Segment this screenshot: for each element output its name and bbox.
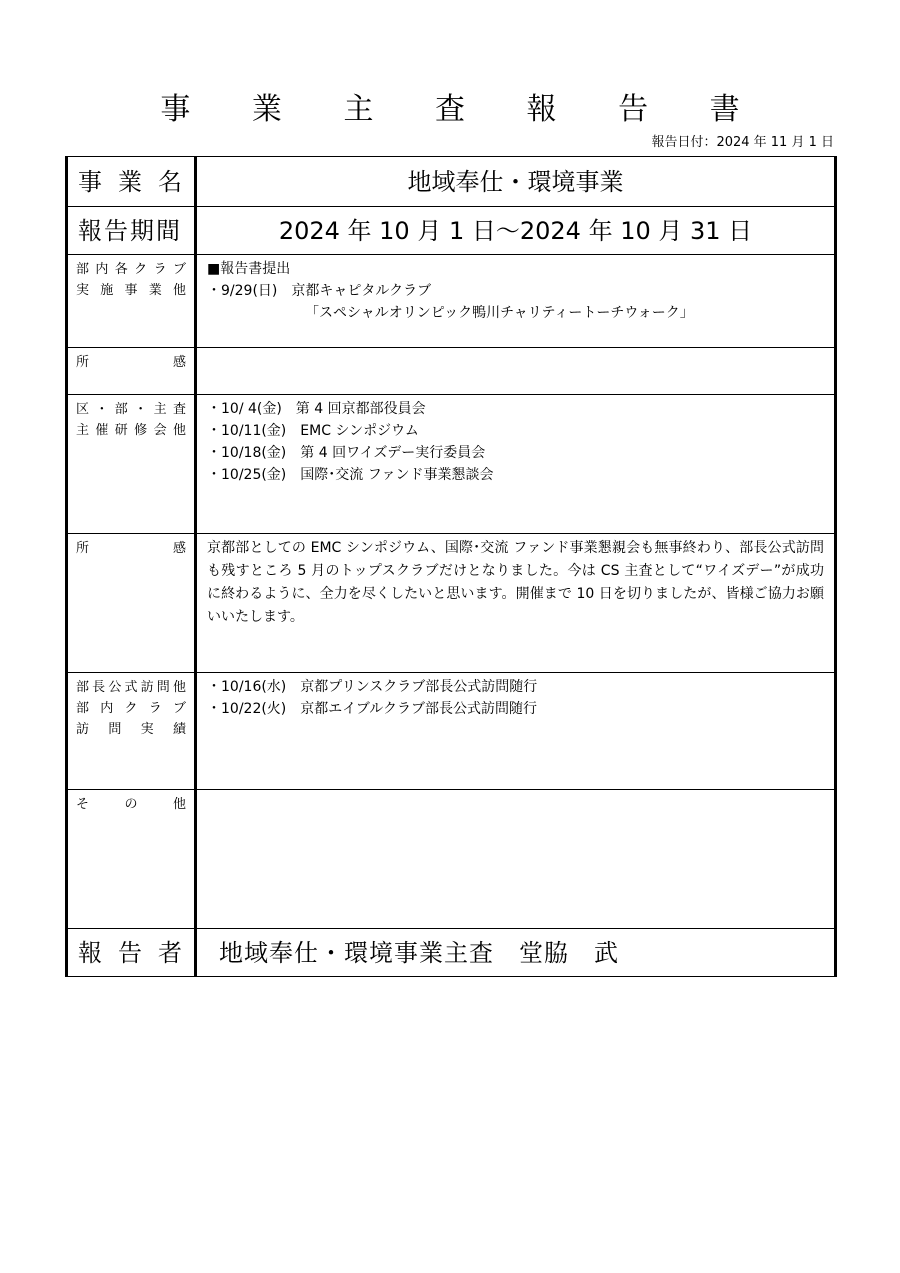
label-char: の	[124, 797, 138, 812]
label-char: 会	[153, 423, 167, 438]
label-char: 実	[76, 283, 90, 298]
impression-1-text	[196, 348, 836, 395]
label-char: 実	[140, 722, 154, 737]
label-char: 感	[172, 355, 186, 370]
label-char: そ	[76, 797, 90, 812]
label-char: 部	[76, 262, 90, 277]
period-row	[67, 207, 836, 255]
label-char: 主	[76, 423, 90, 438]
label-char: 他	[172, 797, 186, 812]
report-table	[65, 156, 837, 977]
label-char: 名	[158, 167, 184, 196]
other-label	[67, 790, 196, 929]
other-text	[196, 790, 836, 929]
label-char: 告	[118, 938, 144, 967]
label-char: ラ	[148, 701, 162, 716]
label-char: 施	[100, 283, 114, 298]
label-char: 部	[114, 402, 128, 417]
label-char: 問	[156, 680, 170, 695]
label-char: 業	[148, 283, 162, 298]
report-date: 報告日付：2024 年 11 月 1 日	[651, 135, 834, 150]
label-char: 所	[76, 541, 90, 556]
reporter-value: 地域奉仕・環境事業主査 堂脇 武	[196, 929, 836, 977]
label-line	[76, 420, 186, 441]
label-char: 内	[95, 262, 109, 277]
label-char: ラ	[153, 262, 167, 277]
project-name-row	[67, 157, 836, 207]
list-item: ・10/16(水) 京都プリンスクラブ部長公式訪問随行	[207, 679, 538, 695]
official-visits-row	[67, 673, 836, 790]
label-char: 所	[76, 355, 90, 370]
impression-2-row	[67, 534, 836, 673]
reporter-row	[67, 929, 836, 977]
list-item-detail: 「スペシャルオリンピック鴨川チャリティートーチウォーク」	[305, 305, 694, 321]
list-item: ・10/11(金) EMC シンポジウム	[207, 423, 419, 439]
report-heading: ■報告書提出	[207, 261, 291, 277]
label-char: 訪	[76, 722, 90, 737]
label-line	[76, 538, 186, 559]
district-events-row	[67, 395, 836, 534]
official-visits-content	[196, 673, 836, 790]
list-item: ・10/22(火) 京都エイブルクラブ部長公式訪問随行	[207, 701, 538, 717]
period-value: 2024 年 10 月 1 日～2024 年 10 月 31 日	[196, 207, 836, 255]
label-char: 主	[153, 402, 167, 417]
label-char: 問	[108, 722, 122, 737]
label-char: ・	[95, 402, 109, 417]
label-char: 績	[172, 722, 186, 737]
label-char: 事	[78, 167, 104, 196]
label-char: 区	[76, 402, 90, 417]
label-char: ・	[134, 402, 148, 417]
project-name-label	[67, 157, 196, 207]
label-char: 内	[100, 701, 114, 716]
label-char: ブ	[172, 262, 186, 277]
label-char: ク	[134, 262, 148, 277]
label-char: 事	[124, 283, 138, 298]
reporter-label	[67, 929, 196, 977]
label-char: 修	[134, 423, 148, 438]
period-label: 報告期間	[67, 207, 196, 255]
district-events-label	[67, 395, 196, 534]
label-char: 式	[124, 680, 138, 695]
label-line	[76, 280, 186, 301]
label-char: ク	[124, 701, 138, 716]
label-char: 他	[172, 680, 186, 695]
label-char: 催	[95, 423, 109, 438]
label-char: 他	[172, 423, 186, 438]
label-char: 公	[108, 680, 122, 695]
label-char: 査	[172, 402, 186, 417]
document-title: 事 業 主 査 報 告 書	[160, 92, 766, 127]
label-line	[76, 794, 186, 815]
label-line	[76, 698, 186, 719]
label-char: 報	[78, 938, 104, 967]
label-char: ブ	[172, 701, 186, 716]
label-char: 業	[118, 167, 144, 196]
impression-2-text: 京都部としての EMC シンポジウム、国際･交流 ファンド事業懇親会も無事終わり、部長公式訪問も残すところ 5 月のトップスクラブだけとなりました。今は CS 主査として“ワイズデー”が成功に終わるように、全力を尽くしたいと思います。開催まで 10 日を切りましたが、皆様ご協力お願いいたします。	[196, 534, 836, 673]
label-char: 者	[158, 938, 184, 967]
list-item: ・10/25(金) 国際･交流 ファンド事業懇談会	[207, 467, 494, 483]
club-activities-label	[67, 255, 196, 348]
impression-1-label	[67, 348, 196, 395]
label-char: 部	[76, 680, 90, 695]
label-char: 部	[76, 701, 90, 716]
official-visits-label	[67, 673, 196, 790]
label-char: 感	[172, 541, 186, 556]
label-char: 訪	[140, 680, 154, 695]
club-activities-content	[196, 255, 836, 348]
club-activities-row	[67, 255, 836, 348]
label-line	[76, 677, 186, 698]
label-line	[76, 259, 186, 280]
impression-1-row	[67, 348, 836, 395]
district-events-content	[196, 395, 836, 534]
label-char: 他	[172, 283, 186, 298]
label-char: 各	[114, 262, 128, 277]
impression-2-label	[67, 534, 196, 673]
list-item: ・10/ 4(金) 第 4 回京都部役員会	[207, 401, 426, 417]
label-line	[76, 399, 186, 420]
label-line	[76, 719, 186, 740]
label-char: 研	[114, 423, 128, 438]
list-item: ・10/18(金) 第 4 回ワイズデー実行委員会	[207, 445, 486, 461]
list-item: ・9/29(日) 京都キャピタルクラブ	[207, 283, 432, 299]
label-line	[76, 352, 186, 373]
label-char: 長	[92, 680, 106, 695]
project-name-value: 地域奉仕・環境事業	[196, 157, 836, 207]
other-row	[67, 790, 836, 929]
